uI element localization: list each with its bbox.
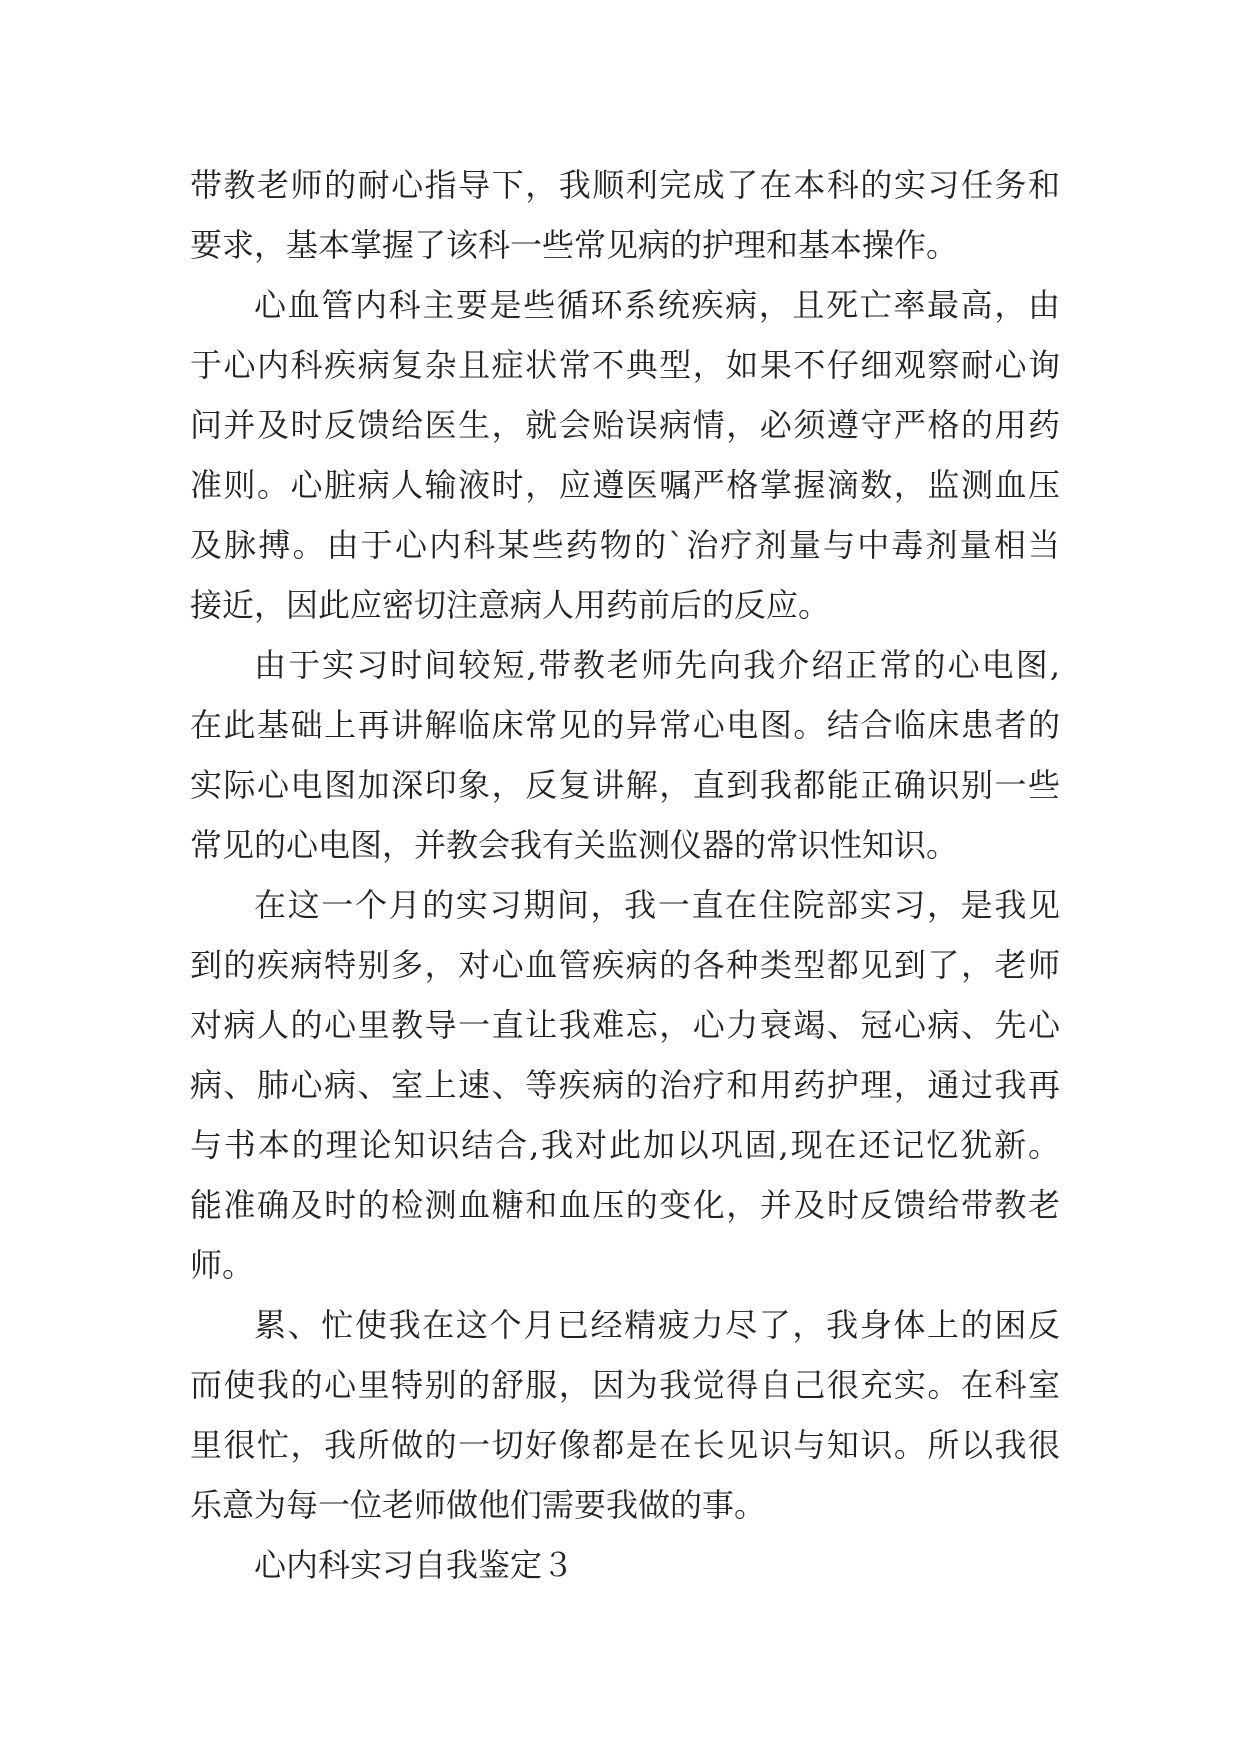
- text-line: 病、肺心病、室上速、等疾病的治疗和用药护理，通过我再: [190, 1066, 1060, 1104]
- text-line: 实际心电图加深印象，反复讲解，直到我都能正确识别一些: [190, 766, 1060, 804]
- text-line: 而使我的心里特别的舒服，因为我觉得自己很充实。在科室: [190, 1366, 1060, 1404]
- text-line: 问并及时反馈给医生，就会贻误病情，必须遵守严格的用药: [190, 406, 1060, 444]
- text-line: 能准确及时的检测血糖和血压的变化，并及时反馈给带教老: [190, 1186, 1060, 1224]
- paragraph-4: [190, 875, 1060, 1295]
- text-line: 要求，基本掌握了该科一些常见病的护理和基本操作。: [190, 226, 959, 264]
- text-line: 与书本的理论知识结合,我对此加以巩固,现在还记忆犹新。: [190, 1126, 1060, 1164]
- text-line: 在这一个月的实习期间，我一直在住院部实习，是我见: [254, 886, 1060, 924]
- paragraph-2: [190, 275, 1060, 635]
- text-line: 对病人的心里教导一直让我难忘，心力衰竭、冠心病、先心: [190, 1006, 1060, 1044]
- text-line: 里很忙，我所做的一切好像都是在长见识与知识。所以我很: [190, 1426, 1060, 1464]
- text-line: 接近，因此应密切注意病人用药前后的反应。: [190, 586, 831, 624]
- text-line: 心血管内科主要是些循环系统疾病，且死亡率最高，由: [254, 286, 1060, 324]
- paragraph-1: [190, 155, 1060, 275]
- text-line: 及脉搏。由于心内科某些药物的`治疗剂量与中毒剂量相当: [190, 526, 1060, 564]
- document-body: [190, 155, 1060, 1595]
- text-line: 师。: [190, 1246, 255, 1284]
- text-line: 带教老师的耐心指导下，我顺利完成了在本科的实习任务和: [190, 166, 1060, 204]
- text-line: 由于实习时间较短,带教老师先向我介绍正常的心电图,: [254, 646, 1060, 684]
- text-line: 准则。心脏病人输液时，应遵医嘱严格掌握滴数，监测血压: [190, 466, 1060, 504]
- heading-line: 心内科实习自我鉴定３: [254, 1546, 575, 1584]
- text-line: 到的疾病特别多，对心血管疾病的各种类型都见到了，老师: [190, 946, 1060, 984]
- text-line: 在此基础上再讲解临床常见的异常心电图。结合临床患者的: [190, 706, 1060, 744]
- text-line: 于心内科疾病复杂且症状常不典型，如果不仔细观察耐心询: [190, 346, 1060, 384]
- paragraph-3: [190, 635, 1060, 875]
- section-heading: [190, 1535, 1060, 1595]
- paragraph-5: [190, 1295, 1060, 1535]
- text-line: 累、忙使我在这个月已经精疲力尽了，我身体上的困反: [254, 1306, 1060, 1344]
- text-line: 常见的心电图，并教会我有关监测仪器的常识性知识。: [190, 826, 959, 864]
- text-line: 乐意为每一位老师做他们需要我做的事。: [190, 1486, 767, 1524]
